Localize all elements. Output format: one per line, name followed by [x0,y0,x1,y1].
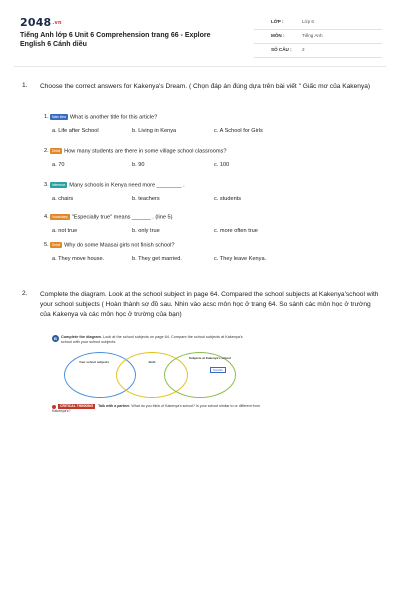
sub-question-4 [44,214,364,220]
step-badge: B [52,335,59,342]
option-c[interactable]: c. more often true [214,228,258,234]
venn-label-right: Subjects at Kakenya's school [188,356,232,360]
option-b[interactable]: b. Living in Kenya [132,128,177,134]
ct-bold: Talk with a partner. [98,404,131,408]
sub-question-1 [44,114,364,120]
meta-row-subject [254,30,382,44]
sub-question-text: Why do some Maasai girls not finish school? [64,242,175,249]
sub-question-5 [44,242,364,248]
option-c[interactable]: c. A School for Girls [214,128,263,134]
options-1 [52,128,352,136]
skill-tag: Detail [52,149,61,153]
subject-chip: Swahili [210,367,226,373]
option-b[interactable]: b. teachers [132,196,160,202]
critical-thinking-badge: CRITICAL THINKING [60,404,94,408]
header-divider [14,66,386,67]
option-c[interactable]: c. 100 [214,162,230,168]
meta-label: MÔN : [271,33,285,38]
page-header [20,16,382,60]
sub-question-3 [44,182,364,188]
question-number: 2. [22,290,28,297]
critical-thinking-icon [52,405,56,409]
sub-number: 4. [44,214,49,221]
option-c[interactable]: c. They leave Kenya. [214,256,267,262]
question-text: Complete the diagram. Look at the school subject in page 64. Compared the school subjects at Kakenya'school with your school subjects ( Hoàn thành sơ đồ sau. Nhìn vào acsc môn học ở trang 64. So sánh các môn học ở trường của Kakenya và các môn học ở trường của bạn) [40,291,379,318]
venn-label-left: Your school subjects [78,360,110,364]
step-text: Look at the school subjects on page 64. Compare the school subjects at Kakenya's school with your school subjects. [61,335,243,344]
skill-tag: Vocabulary [52,215,68,219]
sub-question-text: "Especially true" means ______ . (line 5) [71,214,173,221]
option-c[interactable]: c. students [214,196,242,202]
option-b[interactable]: b. They get married. [132,256,182,262]
options-3 [52,196,352,204]
options-5 [52,256,352,264]
sub-question-2 [44,148,364,154]
ct-body: What do you think of Kakenya's school? Is your school similar to or different from Kakenya's? [52,404,260,413]
options-2 [52,162,352,170]
logo-text: 2048 [20,16,52,29]
question-number: 1. [22,82,28,89]
meta-label: LỚP : [271,19,284,24]
meta-panel [254,16,382,58]
sub-question-text: How many students are there in some village school classrooms? [64,148,227,155]
option-b[interactable]: b. only true [132,228,160,234]
logo-suffix: .vn [52,20,62,26]
sub-question-text: What is another title for this article? [69,114,158,121]
option-a[interactable]: a. 70 [52,162,65,168]
option-a[interactable]: a. They move house. [52,256,105,262]
sub-number: 3. [44,182,49,189]
options-4 [52,228,352,236]
meta-row-grade [254,16,382,30]
venn-label-mid: Both [148,360,156,364]
sub-number: 2. [44,148,49,155]
option-a[interactable]: a. chairs [52,196,74,202]
venn-diagram [64,352,236,398]
meta-value: 2 [302,47,305,52]
sub-question-text: Many schools in Kenya need more ________ . [69,182,185,189]
question-text: Choose the correct answers for Kakenya's Dream. ( Chọn đáp án đúng dựa trên bài viết " Giấc mơ của Kakenya) [40,83,371,90]
site-logo[interactable] [20,16,62,29]
sub-number: 5. [44,242,49,249]
document-title: Tiếng Anh lớp 6 Unit 6 Comprehension trang 66 - Explore English 6 Cánh diều [20,32,211,48]
option-b[interactable]: b. 90 [132,162,145,168]
figure-instruction [52,335,252,345]
option-a[interactable]: a. not true [52,228,78,234]
step-title: Complete the diagram. [61,335,102,339]
sub-number: 1. [44,114,49,121]
venn-diagram-figure [52,335,282,425]
critical-thinking [52,404,272,413]
meta-value: Tiếng Anh [302,33,323,38]
skill-tag: Main idea [52,115,66,119]
skill-tag: Detail [52,243,61,247]
meta-value: Lớp 6 [302,19,314,24]
meta-row-count [254,44,382,58]
option-a[interactable]: a. Life after School [52,128,99,134]
skill-tag: Inference [52,183,66,187]
meta-label: SỐ CÂU : [271,47,292,52]
